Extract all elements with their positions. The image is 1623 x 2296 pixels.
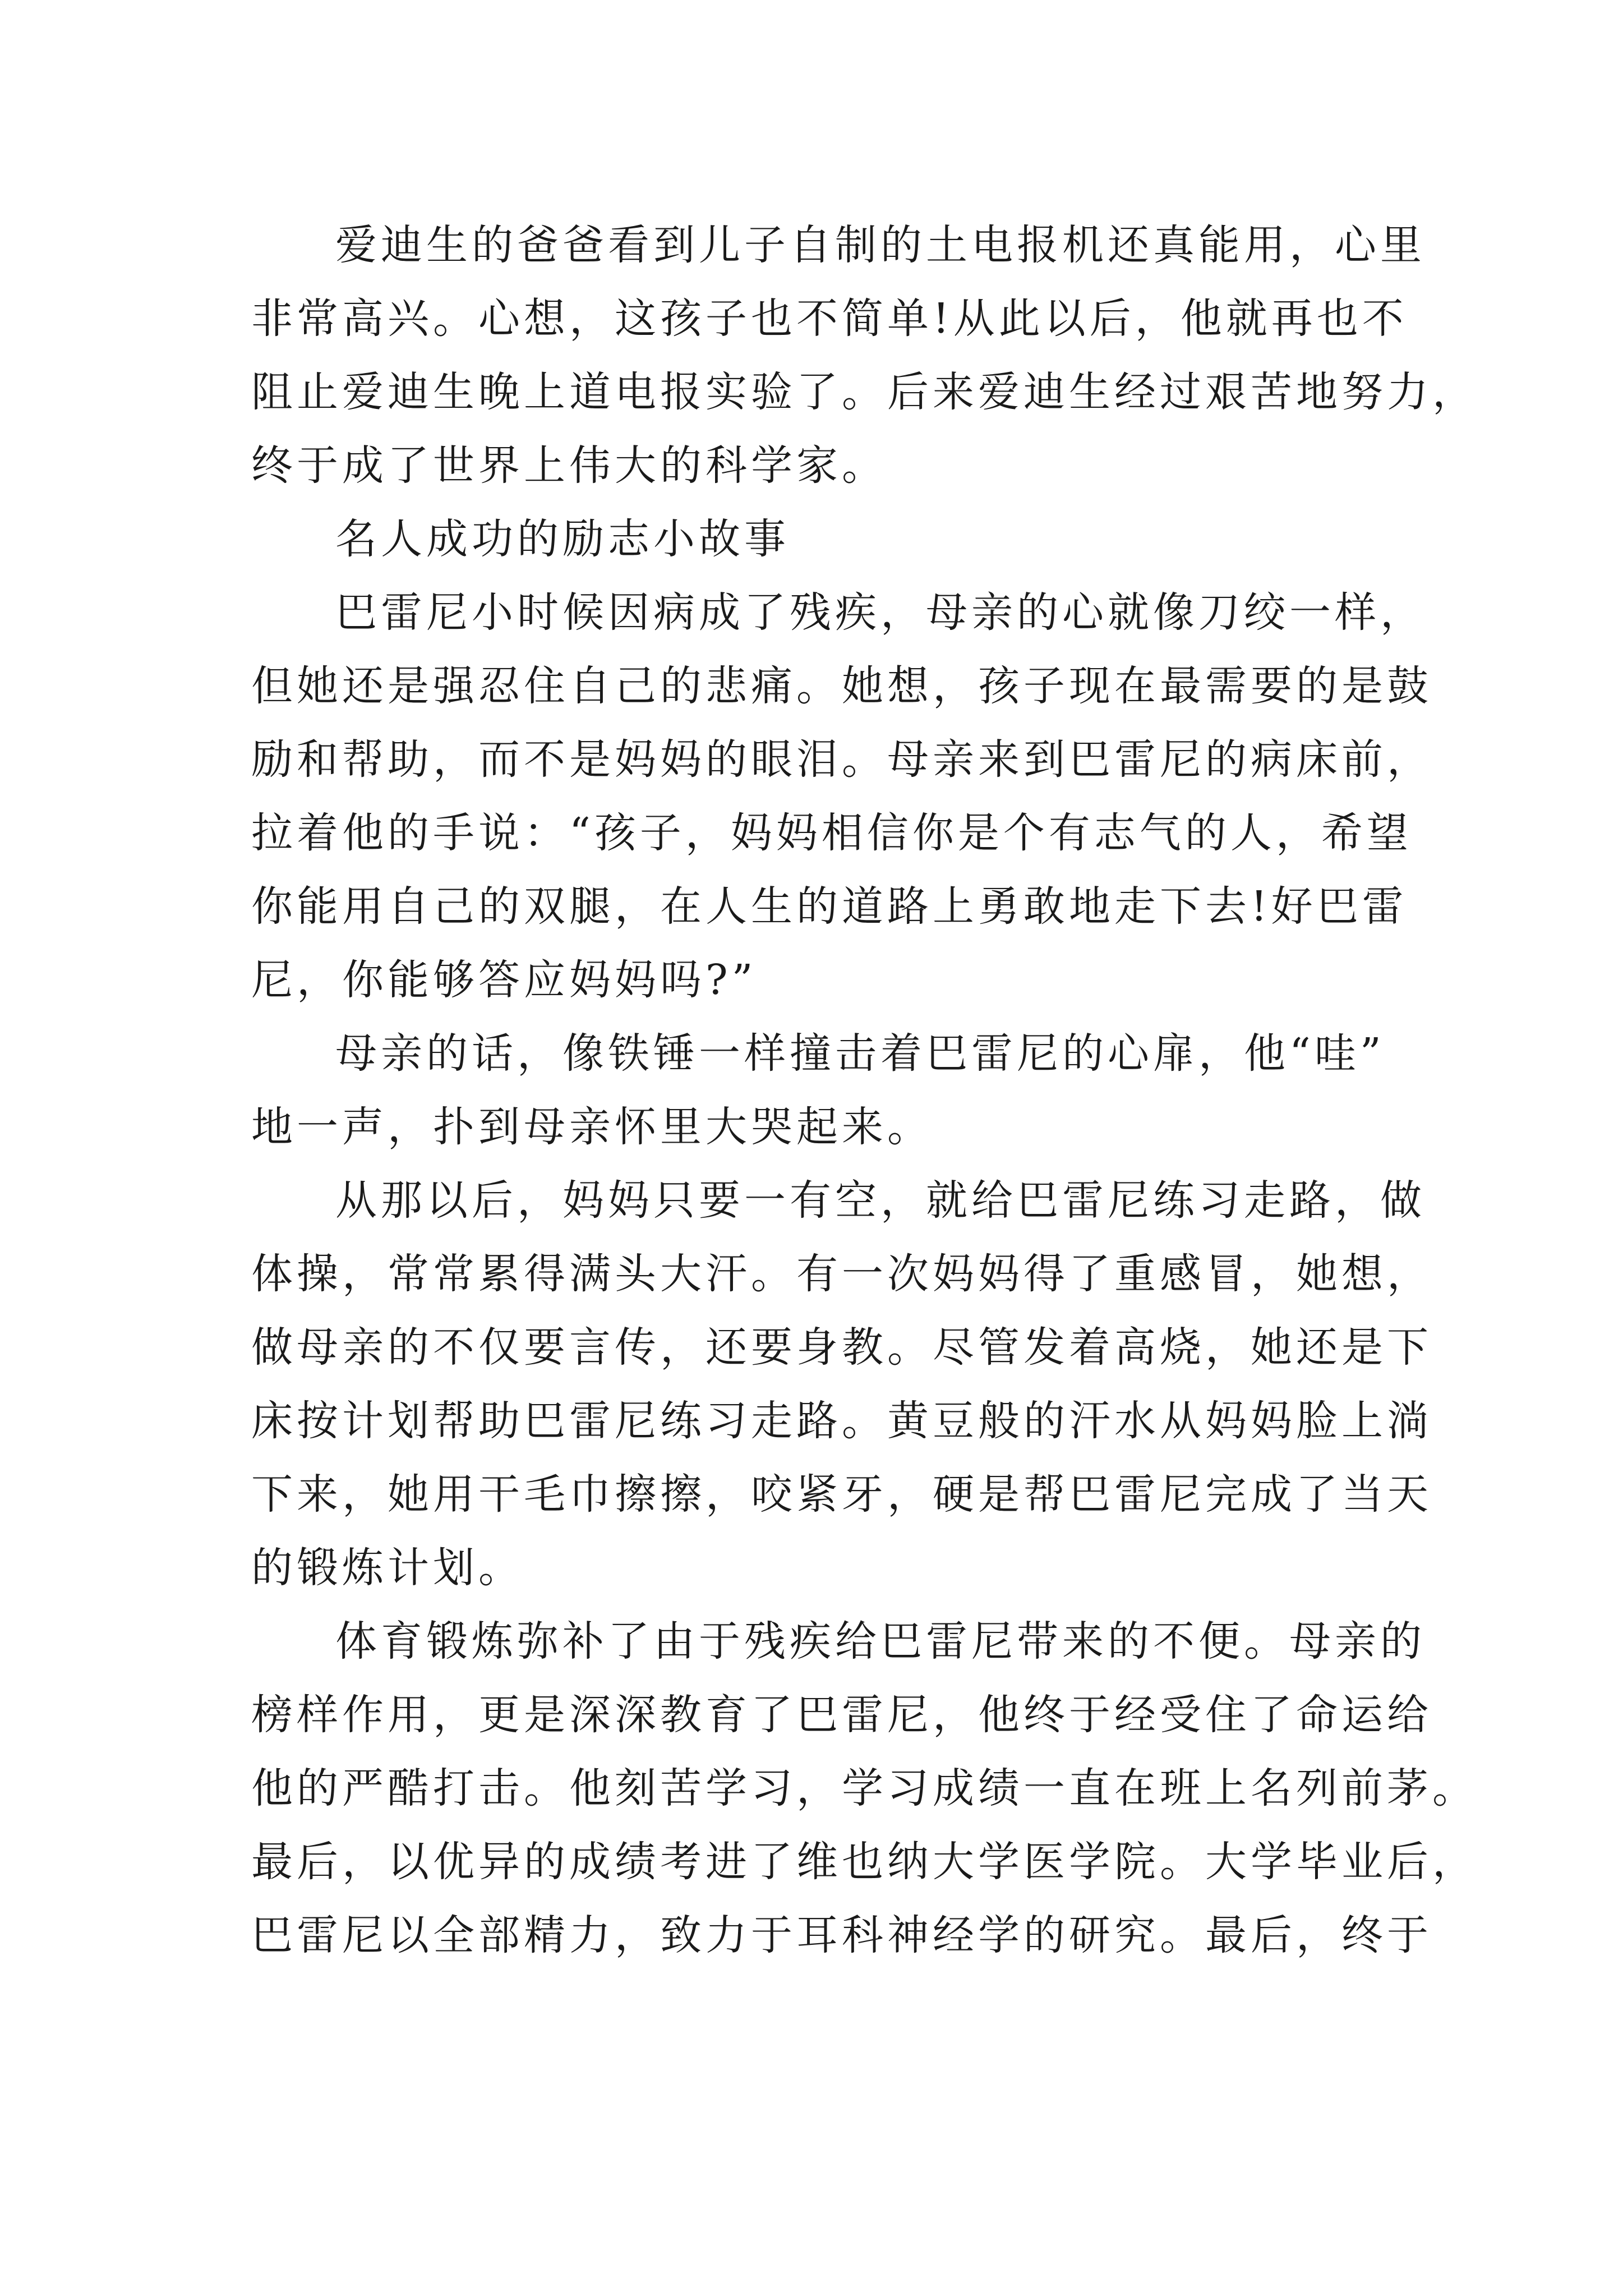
- text-line: 体育锻炼弥补了由于残疾给巴雷尼带来的不便。母亲的: [335, 1617, 1426, 1665]
- text-line: 阻止爱迪生晚上道电报实验了。后来爱迪生经过艰苦地努力，: [251, 368, 1478, 416]
- text-line: 拉着他的手说：“孩子，妈妈相信你是个有志气的人，希望: [251, 809, 1412, 857]
- paragraph-mothers-words: [251, 1017, 1451, 1164]
- text-line: 但她还是强忍住自己的悲痛。她想，孩子现在最需要的是鼓: [251, 662, 1432, 710]
- paragraph-barany-childhood: [251, 576, 1451, 1017]
- text-line: 尼，你能够答应妈妈吗?”: [251, 956, 757, 1004]
- text-line: 床按计划帮助巴雷尼练习走路。黄豆般的汗水从妈妈脸上淌: [251, 1397, 1432, 1445]
- text-line: 的锻炼计划。: [251, 1544, 524, 1592]
- text-line: 励和帮助，而不是妈妈的眼泪。母亲来到巴雷尼的病床前，: [251, 735, 1432, 784]
- text-line: 体操，常常累得满头大汗。有一次妈妈得了重感冒，她想，: [251, 1250, 1432, 1298]
- document-body: [251, 209, 1478, 1972]
- text-line: 他的严酷打击。他刻苦学习，学习成绩一直在班上名列前茅。: [251, 1764, 1478, 1812]
- text-line: 巴雷尼以全部精力，致力于耳科神经学的研究。最后，终于: [251, 1911, 1432, 1959]
- text-line: 地一声，扑到母亲怀里大哭起来。: [251, 1103, 933, 1151]
- text-line: 做母亲的不仅要言传，还要身教。尽管发着高烧，她还是下: [251, 1323, 1432, 1372]
- section-heading: [251, 503, 1451, 576]
- text-line: 爱迪生的爸爸看到儿子自制的土电报机还真能用，心里: [335, 221, 1426, 269]
- text-line: 榜样作用，更是深深教育了巴雷尼，他终于经受住了命运给: [251, 1691, 1432, 1739]
- text-line: 你能用自己的双腿，在人生的道路上勇敢地走下去!好巴雷: [251, 882, 1408, 931]
- text-line: 非常高兴。心想，这孩子也不简单!从此以后，他就再也不: [251, 295, 1408, 343]
- text-line: 下来，她用干毛巾擦擦，咬紧牙，硬是帮巴雷尼完成了当天: [251, 1470, 1432, 1519]
- text-line: 终于成了世界上伟大的科学家。: [251, 441, 887, 490]
- text-line: 母亲的话，像铁锤一样撞击着巴雷尼的心扉，他“哇”: [335, 1029, 1385, 1078]
- paragraph-practice: [251, 1164, 1451, 1605]
- heading-line: 名人成功的励志小故事: [335, 515, 790, 563]
- paragraph-achievement: [251, 1605, 1478, 1972]
- paragraph-edison-conclusion: [251, 209, 1478, 503]
- text-line: 从那以后，妈妈只要一有空，就给巴雷尼练习走路，做: [335, 1176, 1426, 1225]
- text-line: 最后，以优异的成绩考进了维也纳大学医学院。大学毕业后，: [251, 1838, 1478, 1886]
- text-line: 巴雷尼小时候因病成了残疾，母亲的心就像刀绞一样，: [335, 588, 1426, 637]
